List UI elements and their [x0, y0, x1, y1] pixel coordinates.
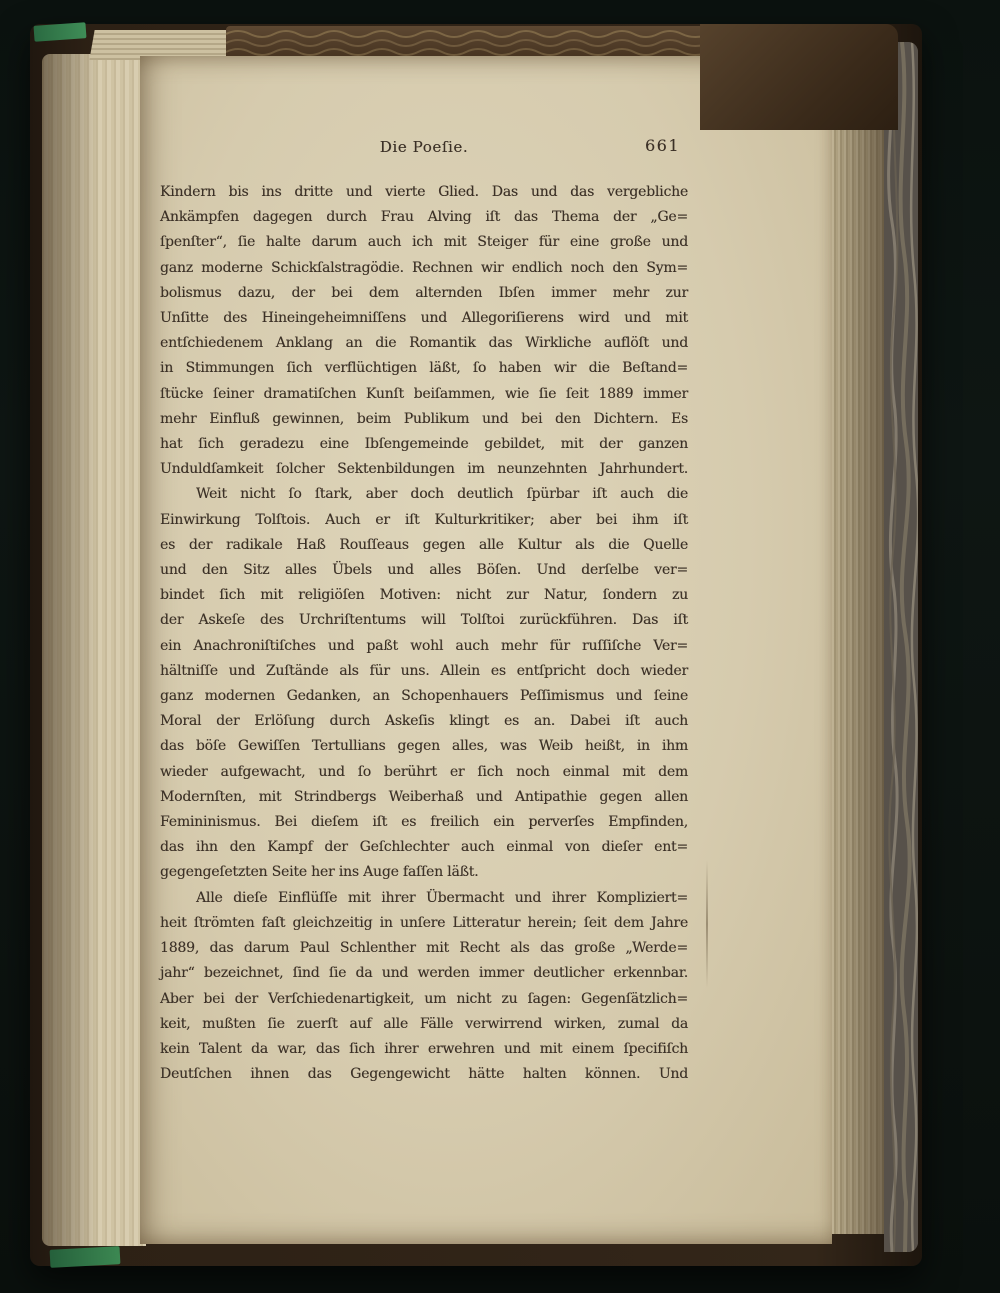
text-line: mehr Einfluß gewinnen, beim Publikum und bei den Dichtern. Es — [160, 410, 688, 427]
text-line: Alle dieſe Einflüſſe mit ihrer Übermacht und ihrer Kompliziert= — [196, 889, 688, 906]
text-line: in Stimmungen ſich verflüchtigen läßt, ſo haben wir die Beſtand= — [160, 360, 688, 377]
right-page-edges — [832, 66, 886, 1234]
text-line: hat ſich geradezu eine Ibſengemeinde gebildet, mit der ganzen — [160, 436, 688, 453]
page-content — [160, 138, 688, 1087]
text-line: wieder aufgewacht, und ſo berührt er ſich noch einmal mit dem — [160, 763, 688, 780]
paragraph — [160, 482, 688, 885]
running-header — [160, 138, 688, 180]
left-page-stack — [42, 54, 146, 1246]
text-line: das ihn den Kampf der Geſchlechter auch einmal von dieſer ent= — [160, 839, 688, 856]
marble-pattern — [884, 42, 918, 1252]
text-line: ſtücke ſeiner dramatiſchen Kunſt beiſammen, wie ſie ſeit 1889 immer — [160, 385, 688, 402]
cover-corner-top-right — [700, 24, 898, 130]
green-cloth-bottom — [50, 1246, 121, 1268]
text-line: ganz moderne Schickſalstragödie. Rechnen wir endlich noch den Sym= — [160, 259, 688, 276]
body-text — [160, 180, 688, 1087]
text-line: der Askeſe des Urchriſtentums will Tolſtoi zurückführen. Das iſt — [160, 612, 688, 629]
page-number: 661 — [644, 136, 680, 155]
text-line: 1889, das darum Paul Schlenther mit Recht als das große „Werde= — [160, 940, 688, 957]
text-line: Unduldſamkeit ſolcher Sektenbildungen im neunzehnten Jahrhundert. — [160, 461, 688, 478]
text-line: es der radikale Haß Rouſſeaus gegen alle Kultur als die Quelle — [160, 536, 688, 553]
paragraph — [160, 180, 688, 482]
marbled-cover-edge — [884, 42, 918, 1252]
text-line: bindet ſich mit religiöſen Motiven: nicht zur Natur, ſondern zu — [160, 587, 688, 604]
text-line: das böſe Gewiſſen Tertullians gegen alles, was Weib heißt, in ihm — [160, 738, 688, 755]
text-line: bolismus dazu, der bei dem alternden Ibſen immer mehr zur — [160, 284, 688, 301]
text-line: Modernſten, mit Strindbergs Weiberhaß und Antipathie gegen allen — [160, 788, 688, 805]
text-line: Kindern bis ins dritte und vierte Glied. Das und das vergebliche — [160, 184, 688, 200]
embossed-binding-top — [226, 26, 712, 60]
text-line: Einwirkung Tolſtois. Auch er iſt Kulturkritiker; aber bei ihm iſt — [160, 511, 688, 528]
text-line: ein Anachroniſtiſches und paßt wohl auch mehr für ruſſiſche Ver= — [160, 637, 688, 654]
text-line: Moral der Erlöſung durch Askeſis klingt es an. Dabei iſt auch — [160, 713, 688, 730]
text-line: und den Sitz alles Übels und alles Böſen. Und derſelbe ver= — [160, 562, 688, 579]
text-line: Ankämpfen dagegen durch Frau Alving iſt das Thema der „Ge= — [160, 209, 688, 226]
page-crease-artifact — [706, 860, 708, 988]
text-line: entſchiedenem Anklang an die Romantik das Wirkliche auflöſt und — [160, 335, 688, 352]
text-line: ſpenſter“, ſie halte darum auch ich mit Steiger für eine große und — [160, 234, 688, 251]
text-line: keit, mußten ſie zuerſt auf alle Fälle verwirrend wirken, zumal da — [160, 1015, 688, 1032]
paragraph — [160, 886, 688, 1088]
text-line: kein Talent da war, das ſich ihrer erwehren und mit einem ſpecifiſch — [160, 1040, 688, 1057]
text-line: Femininismus. Bei dieſem iſt es freilich ein perverſes Empfinden, — [160, 814, 688, 831]
text-line: Deutſchen ihnen das Gegengewicht hätte halten können. Und — [160, 1066, 688, 1083]
text-line: ganz modernen Gedanken, an Schopenhauers Peſſimismus und ſeine — [160, 688, 688, 705]
text-line: Aber bei der Verſchiedenartigkeit, um nicht zu ſagen: Gegenſätzlich= — [160, 990, 688, 1007]
text-line: gegengeſetzten Seite her ins Auge faſſen läßt. — [160, 864, 479, 881]
text-line: hältniſſe und Zuſtände als für uns. Allein es entſpricht doch wieder — [160, 662, 688, 679]
running-header-title: Die Poeſie. — [379, 138, 469, 156]
emboss-wave-pattern — [226, 26, 712, 60]
text-line: heit ſtrömten faſt gleichzeitig in unſere Litteratur herein; ſeit dem Jahre — [160, 914, 688, 931]
text-line: Weit nicht ſo ſtark, aber doch deutlich ſpürbar iſt auch die — [196, 486, 688, 503]
text-line: Unſitte des Hineingeheimniſſens und Allegoriſierens wird und mit — [160, 310, 688, 327]
text-line: jahr“ bezeichnet, ſind ſie da und werden immer deutlicher erkennbar. — [160, 965, 688, 982]
